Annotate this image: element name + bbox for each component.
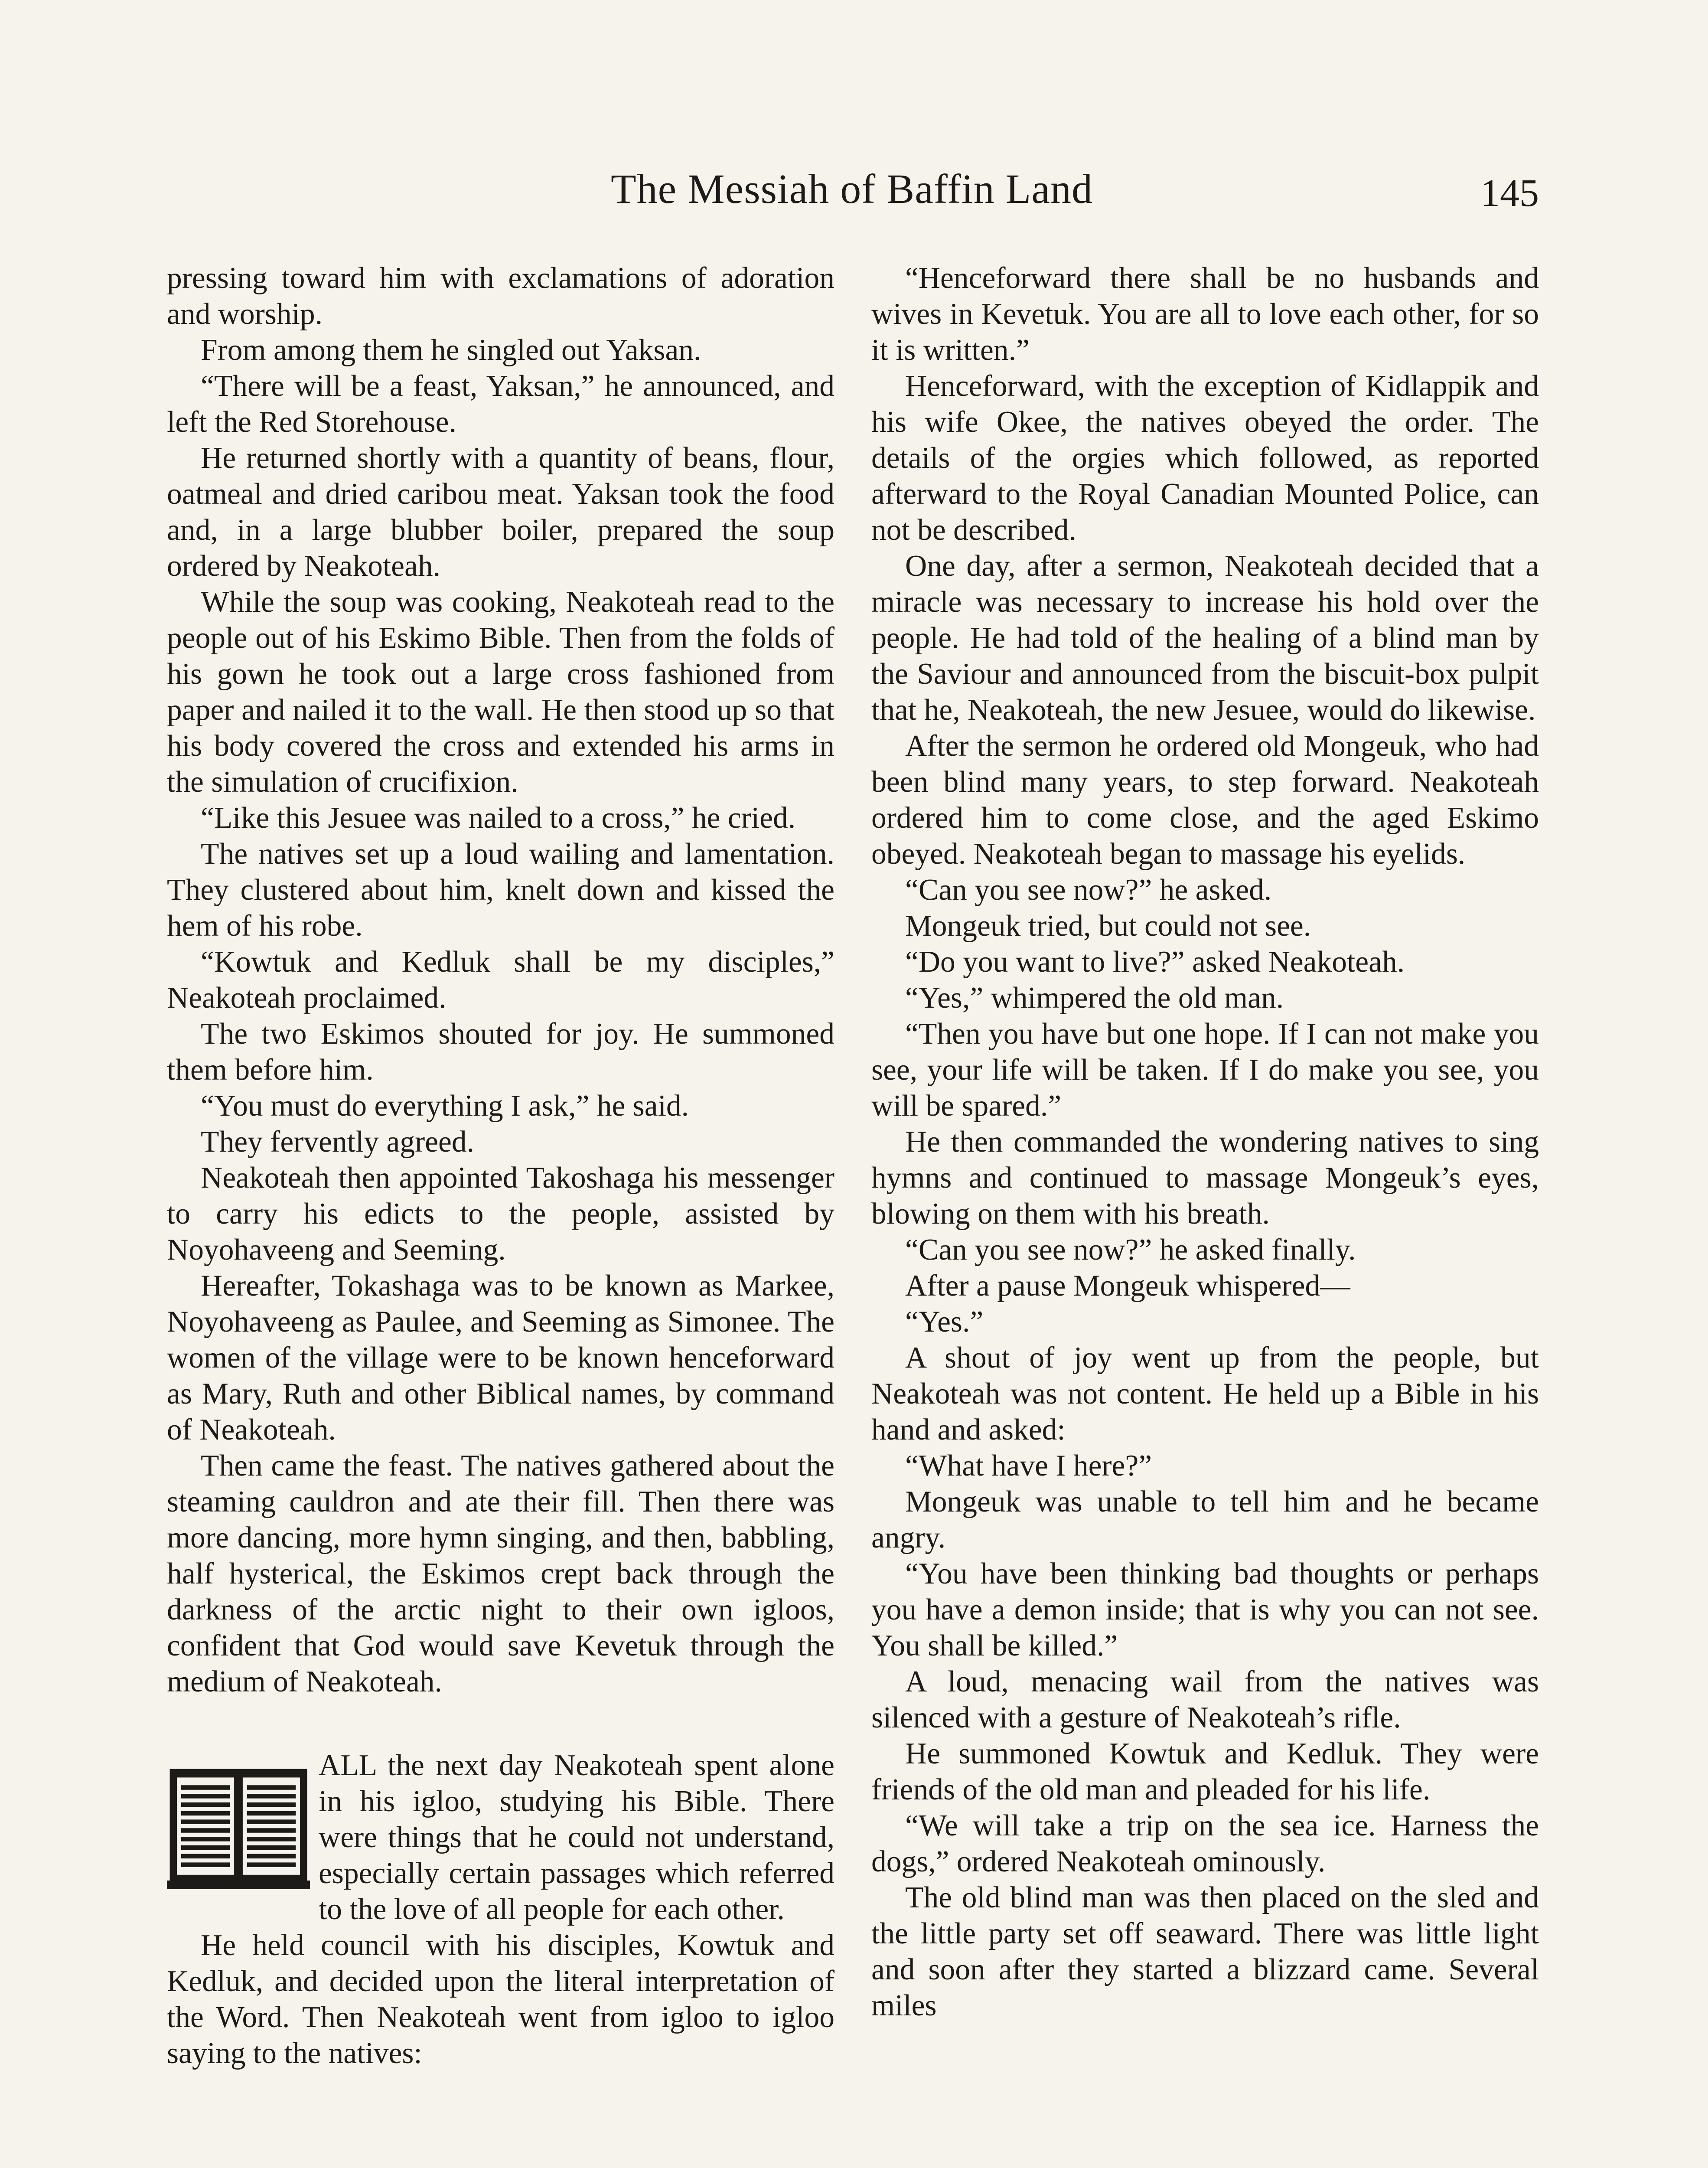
paragraph: The natives set up a loud wailing and lamentation. They clustered about him, knelt down and kissed the hem of his robe. [167, 837, 834, 943]
paragraph: “Then you have but one hope. If I can not make you see, your life will be taken. If I do make you see, you will be spared.” [871, 1017, 1539, 1123]
paragraph: While the soup was cooking, Neakoteah read to the people out of his Eskimo Bible. Then from the folds of his gown he took out a large cross fashioned from paper and nailed it to the wall. He then stood up so that his body covered the cross and extended his arms in the simulation of crucifixion. [167, 585, 834, 799]
paragraph: “We will take a trip on the sea ice. Harness the dogs,” ordered Neakoteah ominously. [871, 1809, 1539, 1878]
paragraph: Then came the feast. The natives gathered about the steaming cauldron and ate their fill. Then there was more dancing, more hymn singing, and then, babbling, half hysterical, the Eskimos crept back through the darkness of the arctic night to their own igloos, confident that God would save Kevetuk through the medium of Neakoteah. [167, 1449, 834, 1698]
paragraph: “What have I here?” [905, 1449, 1152, 1482]
section-break [167, 1700, 834, 1747]
right-column [871, 260, 1539, 2024]
paragraph: “Do you want to live?” asked Neakoteah. [905, 945, 1405, 979]
open-book-icon [167, 1752, 310, 1904]
page-header [165, 165, 1539, 230]
paragraph: After a pause Mongeuk whispered— [905, 1269, 1350, 1303]
paragraph: pressing toward him with exclamations of adoration and worship. [167, 261, 834, 331]
paragraph: He held council with his disciples, Kowtuk and Kedluk, and decided upon the literal interpretation of the Word. Then Neakoteah went from igloo to igloo saying to the natives: [167, 1929, 834, 2070]
paragraph: They fervently agreed. [201, 1125, 474, 1159]
paragraph: After the sermon he ordered old Mongeuk, who had been blind many years, to step forward. Neakoteah ordered him to come close, and the aged Eskimo obeyed. Neakoteah began to massage his eyelids. [871, 729, 1539, 871]
running-title: The Messiah of Baffin Land [611, 166, 1093, 212]
paragraph: “You must do everything I ask,” he said. [201, 1089, 689, 1123]
paragraph: The two Eskimos shouted for joy. He summoned them before him. [167, 1017, 834, 1087]
paragraph: From among them he singled out Yaksan. [201, 333, 701, 367]
paragraph: Mongeuk tried, but could not see. [905, 909, 1311, 943]
paragraph: “Can you see now?” he asked finally. [905, 1233, 1356, 1267]
paragraph: A loud, menacing wail from the natives was silenced with a gesture of Neakoteah’s rifle. [871, 1665, 1539, 1734]
page-number: 145 [1480, 172, 1539, 215]
paragraph: Neakoteah then appointed Takoshaga his messenger to carry his edicts to the people, assisted by Noyohaveeng and Seeming. [167, 1161, 834, 1267]
paragraph: “Can you see now?” he asked. [905, 873, 1272, 907]
paragraph: A shout of joy went up from the people, but Neakoteah was not content. He held up a Bible in his hand and asked: [871, 1341, 1539, 1446]
paragraph: “You have been thinking bad thoughts or perhaps you have a demon inside; that is why you can not see. You shall be killed.” [871, 1557, 1539, 1662]
paragraph: “Henceforward there shall be no husbands and wives in Kevetuk. You are all to love each other, for so it is written.” [871, 261, 1539, 367]
paragraph: Hereafter, Tokashaga was to be known as Markee, Noyohaveeng as Paulee, and Seeming as Simonee. The women of the village were to be known henceforward as Mary, Ruth and other Biblical names, by command of Neakoteah. [167, 1269, 834, 1446]
paragraph: Mongeuk was unable to tell him and he became angry. [871, 1485, 1539, 1554]
paragraph: “Yes,” whimpered the old man. [905, 981, 1284, 1015]
paragraph: He then commanded the wondering natives to sing hymns and continued to massage Mongeuk’s eyes, blowing on them with his breath. [871, 1125, 1539, 1231]
paragraph: He returned shortly with a quantity of beans, flour, oatmeal and dried caribou meat. Yaksan took the food and, in a large blubber boiler, prepared the soup ordered by Neakoteah. [167, 441, 834, 583]
paragraph: “Kowtuk and Kedluk shall be my disciples,” Neakoteah proclaimed. [167, 945, 834, 1015]
paragraph: He summoned Kowtuk and Kedluk. They were friends of the old man and pleaded for his life. [871, 1737, 1539, 1806]
paragraph: “Like this Jesuee was nailed to a cross,” he cried. [201, 801, 796, 835]
paragraph: “Yes.” [905, 1305, 984, 1339]
left-column [167, 260, 834, 2071]
paragraph: “There will be a feast, Yaksan,” he announced, and left the Red Storehouse. [167, 369, 834, 439]
section-opening: ALL the next day Neakoteah spent alone in his igloo, studying his Bible. There were things that he could not understand, especially certain passages which referred to the love of all people for each other. [319, 1749, 834, 1926]
paragraph: One day, after a sermon, Neakoteah decided that a miracle was necessary to increase his hold over the people. He had told of the healing of a blind man by the Saviour and announced from the biscuit-box pulpit that he, Neakoteah, the new Jesuee, would do likewise. [871, 549, 1539, 727]
paragraph: Henceforward, with the exception of Kidlappik and his wife Okee, the natives obeyed the order. The details of the orgies which followed, as reported afterward to the Royal Canadian Mounted Police, can not be described. [871, 369, 1539, 547]
paragraph: The old blind man was then placed on the sled and the little party set off seaward. There was little light and soon after they started a blizzard came. Several miles [871, 1881, 1539, 2022]
